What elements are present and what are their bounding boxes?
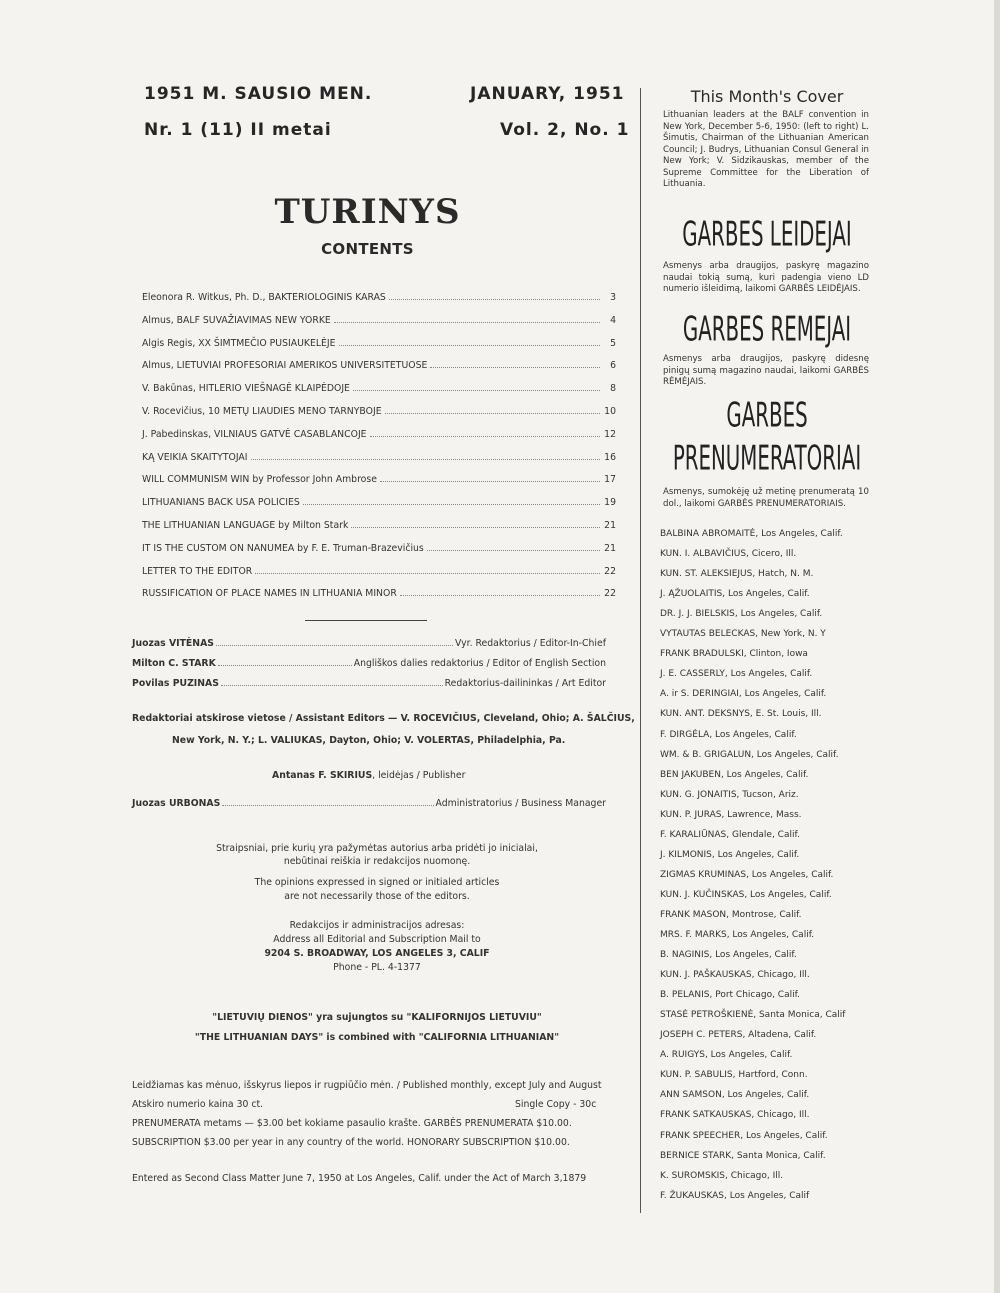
assistant-editors-line2: New York, N. Y.; L. VALIUKAS, Dayton, Ohio; V. VOLERTAS, Philadelphia, Pa. [172, 735, 566, 746]
donor-entry: ZIGMAS KRUMINAS, Los Angeles, Calif. [660, 869, 834, 880]
assistant-editors-names: V. ROCEVIČIUS, Cleveland, Ohio; A. ŠALČIUS, [400, 713, 635, 724]
toc-title: KĄ VEIKIA SKAITYTOJAI [142, 451, 248, 463]
donor-entry: F. ŽUKAUSKAS, Los Angeles, Calif [660, 1190, 810, 1201]
disclaimer-en-2: are not necessarily those of the editors. [284, 891, 470, 902]
toc-title: LITHUANIANS BACK USA POLICIES [142, 497, 300, 509]
donor-entry: F. DIRGĖLA, Los Angeles, Calif. [660, 729, 797, 740]
donor-entry: VYTAUTAS BELECKAS, New York, N. Y [660, 629, 826, 640]
publisher-line [272, 770, 465, 781]
contents-subtitle: CONTENTS [321, 240, 414, 258]
donor-entry: KUN. ANT. DEKSNYS, E. St. Louis, Ill. [660, 709, 822, 720]
toc-page: 17 [604, 474, 616, 486]
honorary-supporters-text: Asmenys arba draugijos, paskyrę didesnę pinigų sumą magazino naudai, laikomi GARBĖS RĖMĖJAIS. [663, 354, 869, 387]
toc-row [142, 566, 616, 589]
toc-page: 6 [610, 360, 616, 372]
toc-row [142, 406, 616, 429]
donor-entry: FRANK SPEECHER, Los Angeles, Calif. [660, 1130, 828, 1141]
donor-entry: FRANK MASON, Montrose, Calif. [660, 909, 802, 920]
donor-entry: KUN. ST. ALEKSIEJUS, Hatch, N. M. [660, 569, 814, 580]
assistant-editors-label: Redaktoriai atskirose vietose / Assistant Editors — [132, 713, 401, 724]
donor-entry: MRS. F. MARKS, Los Angeles, Calif. [660, 930, 815, 940]
toc-page: 10 [604, 405, 616, 417]
donor-entry: K. SUROMSKIS, Chicago, Ill. [660, 1170, 784, 1181]
donor-entry: BEN JAKUBEN, Los Angeles, Calif. [660, 769, 809, 780]
staff-role: Vyr. Redaktorius / Editor-In-Chief [455, 638, 606, 649]
toc-title: THE LITHUANIAN LANGUAGE by Milton Stark [142, 519, 349, 531]
staff-last: PUZINAS [172, 678, 219, 689]
merge-lt: "LIETUVIŲ DIENOS" yra sujungtos su "KALIFORNIJOS LIETUVIU" [212, 1012, 542, 1023]
donor-entry: B. NAGINIS, Los Angeles, Calif. [660, 950, 797, 961]
donor-entry: STASĖ PETROŠKIENĖ, Santa Monica, Calif [660, 1010, 846, 1021]
date-en: JANUARY, 1951 [470, 84, 625, 104]
staff-role: Redaktorius-dailininkas / Art Editor [444, 678, 606, 689]
staff-art-editor [132, 678, 606, 689]
honorary-supporters-heading: GARBES REMEJAI [682, 311, 852, 350]
staff-first: Milton C. [132, 658, 179, 669]
toc-row [142, 383, 616, 406]
date-lt: 1951 M. SAUSIO MEN. [144, 84, 373, 104]
toc-title: Almus, LIETUVIAI PROFESORIAI AMERIKOS UNIVERSITETUOSE [142, 360, 428, 372]
toc-page: 3 [610, 292, 616, 303]
donor-entry: FRANK SATKAUSKAS, Chicago, Ill. [660, 1110, 810, 1121]
toc-title: RUSSIFICATION OF PLACE NAMES IN LITHUANIA MINOR [142, 588, 397, 600]
address-label-en: Address all Editorial and Subscription Mail to [273, 934, 481, 945]
toc-page: 19 [604, 497, 616, 509]
staff-first: Juozas [132, 798, 166, 809]
staff-business-manager [132, 798, 606, 809]
toc-row [142, 429, 616, 452]
toc-title: WILL COMMUNISM WIN by Professor John Ambrose [142, 474, 377, 486]
address: 9204 S. BROADWAY, LOS ANGELES 3, CALIF [264, 948, 490, 959]
toc-title: LETTER TO THE EDITOR [142, 565, 253, 577]
subscription-en: SUBSCRIPTION $3.00 per year in any country of the world. HONORARY SUBSCRIPTION $10.00. [132, 1137, 570, 1148]
assistant-editors-line1 [132, 713, 635, 724]
toc-page: 4 [610, 314, 616, 326]
staff-english-editor [132, 658, 606, 669]
toc-page: 16 [604, 451, 616, 463]
donor-entry: KUN. G. JONAITIS, Tucson, Ariz. [660, 789, 799, 800]
toc-title: V. Bakūnas, HITLERIO VIEŠNAGĖ KLAIPĖDOJE [142, 383, 350, 395]
donor-entry: KUN. J. PAŠKAUSKAS, Chicago, Ill. [660, 970, 810, 981]
donor-entry: KUN. I. ALBAVIČIUS, Cicero, Ill. [660, 549, 797, 560]
staff-first: Juozas [132, 638, 166, 649]
donor-entry: KUN. J. KUČINSKAS, Los Angeles, Calif. [660, 889, 832, 900]
contents-title: TURINYS [274, 192, 461, 232]
single-copy-lt: Atskiro numerio kaina 30 ct. [132, 1099, 264, 1110]
disclaimer-lt-1: Straipsniai, prie kurių yra pažymėtas autorius arba pridėti jo inicialai, [216, 843, 538, 854]
toc-row [142, 520, 616, 543]
donor-entry: B. PELANIS, Port Chicago, Calif. [660, 990, 800, 1001]
donor-entry: KUN. P. JURAS, Lawrence, Mass. [660, 809, 802, 820]
toc-row [142, 452, 616, 475]
toc-page: 22 [604, 588, 616, 600]
issue-en: Vol. 2, No. 1 [500, 120, 630, 140]
donor-entry: KUN. P. SABULIS, Hartford, Conn. [660, 1070, 808, 1081]
toc-title: J. Pabedinskas, VILNIAUS GATVĖ CASABLANCOJE [142, 428, 367, 440]
honorary-subscribers-text: Asmenys, sumokėję už metinę prenumeratą 10 dol., laikomi GARBĖS PRENUMERATORIAIS. [663, 487, 869, 509]
donor-entry: A. ir S. DERINGIAI, Los Angeles, Calif. [660, 689, 827, 700]
entry-notice: Entered as Second Class Matter June 7, 1950 at Los Angeles, Calif. under the Act of March 3,1879 [132, 1173, 587, 1184]
toc-page: 12 [604, 428, 616, 440]
toc-row [142, 315, 616, 338]
toc-row [142, 360, 616, 383]
donor-entry: JOSEPH C. PETERS, Altadena, Calif. [660, 1030, 817, 1041]
honorary-subscribers-heading-2: PRENUMERATORIAI [672, 440, 862, 479]
toc-page: 21 [604, 519, 616, 531]
donor-entry: F. KARALIŪNAS, Glendale, Calif. [660, 829, 800, 840]
staff-last: STARK [181, 658, 216, 669]
toc-page: 21 [604, 542, 616, 554]
honorary-publishers-heading: GARBES LEIDEJAI [682, 216, 852, 255]
donor-entry: J. KILMONIS, Los Angeles, Calif. [660, 849, 800, 860]
toc-title: Eleonora R. Witkus, Ph. D., BAKTERIOLOGINIS KARAS [142, 292, 386, 303]
staff-editor-in-chief [132, 638, 606, 649]
donor-entry: J. E. CASSERLY, Los Angeles, Calif. [660, 669, 813, 680]
cover-title: This Month's Cover [690, 87, 844, 106]
phone: Phone - PL. 4-1377 [333, 962, 421, 973]
donor-entry: DR. J. J. BIELSKIS, Los Angeles, Calif. [660, 609, 823, 620]
publisher-name: Antanas F. SKIRIUS [272, 770, 373, 781]
toc-row [142, 497, 616, 520]
staff-role: Angliškos dalies redaktorius / Editor of English Section [353, 658, 606, 669]
donor-entry: FRANK BRADULSKI, Clinton, Iowa [660, 649, 808, 660]
donor-entry: BALBINA ABROMAITĖ, Los Angeles, Calif. [660, 529, 843, 539]
donor-entry: WM. & B. GRIGALUN, Los Angeles, Calif. [660, 749, 839, 760]
toc-page: 5 [610, 337, 616, 349]
donor-entry: ANN SAMSON, Los Angeles, Calif. [660, 1090, 810, 1101]
donor-entry: J. ĄŽUOLAITIS, Los Angeles, Calif. [660, 589, 810, 600]
toc-row [142, 543, 616, 566]
staff-last: VITĖNAS [168, 638, 214, 649]
address-label-lt: Redakcijos ir administracijos adresas: [289, 920, 465, 931]
toc-row [142, 292, 616, 315]
toc-row [142, 588, 616, 611]
toc-title: Algis Regis, XX ŠIMTMEČIO PUSIAUKELĖJE [142, 337, 336, 349]
staff-last: URBONAS [168, 798, 221, 809]
toc-title: IT IS THE CUSTOM ON NANUMEA by F. E. Truman-Brazevičius [142, 542, 424, 554]
staff-role: Administratorius / Business Manager [435, 798, 606, 809]
staff-first: Povilas [132, 678, 170, 689]
donor-entry: BERNICE STARK, Santa Monica, Calif. [660, 1150, 826, 1161]
publisher-role: , leidėjas / Publisher [372, 770, 466, 781]
toc-title: Almus, BALF SUVAŽIAVIMAS NEW YORKE [142, 314, 331, 326]
publication-schedule: Leidžiamas kas mėnuo, išskyrus liepos ir rugpiūčio mėn. / Published monthly, except July and August [132, 1080, 602, 1091]
toc-row [142, 474, 616, 497]
single-copy-en: Single Copy - 30c [515, 1099, 597, 1110]
honorary-publishers-text: Asmenys arba draugijos, paskyrę magazino naudai tokią sumą, kuri padengia vieno LD numerio išleidimą, laikomi GARBĖS LEIDĖJAIS. [663, 261, 869, 294]
cover-caption: Lithuanian leaders at the BALF convention in New York, December 5-6, 1950: (left to right) L. Šimutis, Chairman of the Lithuanian American Council; J. Budrys, Lithuanian Consul General in New York; V. Sidzikauskas, member of the Supreme Committee for the Liberation of Lithuania. [663, 110, 869, 189]
disclaimer-lt-2: nebūtinai reiškia ir redakcijos nuomonę. [283, 856, 471, 867]
issue-lt: Nr. 1 (11) II metai [144, 120, 332, 140]
table-of-contents [142, 292, 616, 611]
toc-page: 8 [610, 383, 616, 395]
toc-page: 22 [604, 565, 616, 577]
honorary-subscribers-heading-1: GARBES [726, 397, 808, 436]
merge-en: "THE LITHUANIAN DAYS" is combined with "CALIFORNIA LITHUANIAN" [194, 1032, 560, 1043]
toc-title: V. Rocevičius, 10 METŲ LIAUDIES MENO TARNYBOJE [142, 405, 382, 417]
donor-entry: A. RUIGYS, Los Angeles, Calif. [660, 1050, 793, 1061]
disclaimer-en-1: The opinions expressed in signed or initialed articles [254, 877, 500, 888]
toc-row [142, 338, 616, 361]
section-divider [305, 620, 427, 621]
column-divider [640, 88, 641, 1213]
subscription-lt: PRENUMERATA metams — $3.00 bet kokiame pasaulio krašte. GARBĖS PRENUMERATA $10.00. [132, 1118, 572, 1129]
